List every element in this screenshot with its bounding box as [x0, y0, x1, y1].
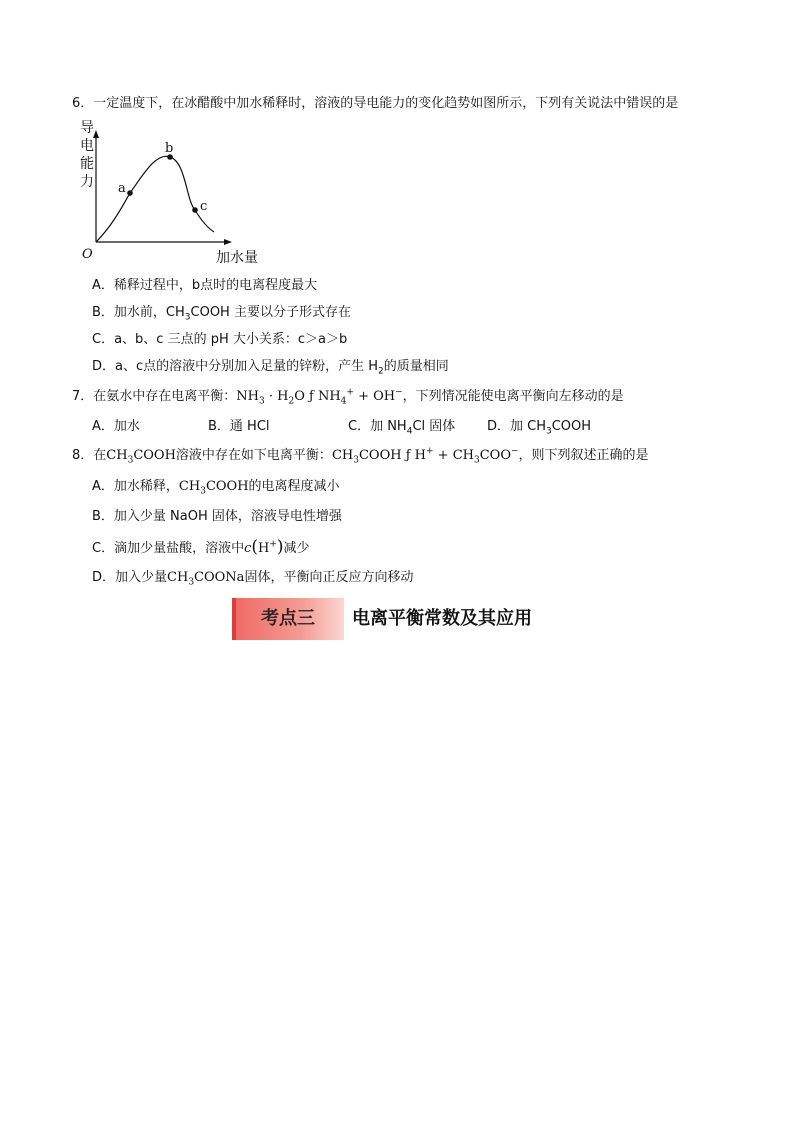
q6-d-post: 的质量相同: [383, 359, 449, 374]
chart-origin-label: O: [82, 247, 93, 262]
chart-point-c: [192, 207, 198, 213]
q8-eq-rhs-sub: 3: [474, 455, 480, 466]
chart-label-c: c: [200, 199, 208, 214]
q8-equation: [331, 446, 519, 466]
q8-option-b: B．加入少量 NaOH 固体，溶液导电性增强: [92, 509, 342, 524]
q8-acid: [106, 448, 176, 466]
q8-c-h: H: [258, 541, 270, 556]
q8-stem-mid: 溶液中存在如下电离平衡：: [175, 448, 332, 463]
q8-eq-plus: + CH: [433, 448, 474, 463]
q7-d-pre: D．加 CH: [487, 419, 546, 434]
q8-a-acid-pre: CH: [178, 479, 201, 494]
q8-eq-h: H: [414, 448, 426, 463]
q7-d-sub: 3: [546, 426, 552, 437]
q7-option-a: A．加水: [92, 419, 140, 434]
q8-c-expr: c(H+): [244, 537, 284, 557]
chart-ylabel-char-2: 电: [80, 138, 94, 154]
q8-eq-rhs-sup: −: [511, 446, 519, 457]
conductivity-chart: [68, 120, 268, 270]
q6-option-c: C．a、b、c 三点的 pH 大小关系：c＞a＞b: [92, 332, 348, 347]
q8-acid-pre: CH: [106, 448, 128, 463]
q8-c-sup: +: [269, 539, 277, 550]
q7-eq-nh4-sub: 4: [340, 396, 347, 407]
chart-xlabel: 加水量: [216, 250, 258, 266]
q8-a-acid-sub: 3: [200, 486, 206, 497]
q6-b-pre: B．加水前，CH: [92, 305, 185, 320]
section-banner: [232, 598, 572, 640]
chart-point-a: [127, 190, 133, 196]
q8-acid-sub: 3: [127, 455, 134, 466]
q8-d-post: 固体，平衡向正反应方向移动: [244, 570, 414, 585]
q6-b-post: COOH 主要以分子形式存在: [190, 305, 351, 320]
q6-option-d: [92, 357, 449, 377]
q8-c-pre: C．滴加少量盐酸，溶液中: [92, 541, 245, 556]
q8-a-pre: A．加水稀释，: [92, 479, 179, 494]
q7-eq-oh: + OH: [353, 389, 396, 404]
q7-stem-post: ，下列情况能使电离平衡向左移动的是: [402, 389, 624, 404]
q8-option-c: [92, 537, 310, 559]
q8-a-acid-post: COOH: [205, 479, 249, 494]
q7-eq-dot: · H: [264, 389, 289, 404]
chart-label-a: a: [118, 181, 126, 196]
q7-d-post: COOH: [551, 419, 592, 434]
q6-option-b: [92, 303, 351, 323]
q7-eq-nh4-sup: +: [346, 387, 354, 398]
q7-stem: [72, 387, 624, 407]
q8-option-d: [92, 568, 413, 588]
q7-eq-h-sub: 2: [288, 396, 295, 407]
q7-option-d: [487, 417, 591, 437]
q7-option-c: [348, 417, 455, 437]
q7-equation: [236, 387, 403, 407]
q7-c-post: Cl 固体: [412, 419, 456, 434]
q7-c-sub: 4: [406, 426, 413, 437]
q8-option-a: [92, 477, 340, 497]
q7-stem-pre: 7．在氨水中存在电离平衡：: [72, 389, 237, 404]
q8-a-post: 的电离程度减小: [248, 479, 340, 494]
q7-eq-o: O: [294, 389, 305, 404]
chart-curve: [96, 156, 214, 242]
q8-eq-lhs-sub: 3: [353, 455, 359, 466]
q6-b-sub: 3: [184, 312, 191, 323]
q8-d-salt-sub: 3: [188, 577, 195, 588]
q8-eq-rhs-post: COO: [479, 448, 511, 463]
q7-eq-arrow: ƒ: [304, 389, 318, 404]
q8-stem-pre: 8．在: [72, 448, 107, 463]
q7-option-b: B．通 HCl: [208, 419, 270, 434]
q6-d-sub: 2: [378, 366, 384, 377]
q7-eq-nh3: NH: [236, 389, 259, 404]
q8-d-salt-post: COONa: [194, 570, 245, 585]
chart-ylabel-char-1: 导: [80, 120, 94, 136]
q7-eq-nh4: NH: [317, 389, 341, 404]
q6-option-a: A．稀释过程中，b点时的电离程度最大: [92, 278, 318, 293]
section-title: 电离平衡常数及其应用: [352, 608, 532, 629]
q8-acid-post: COOH: [133, 448, 176, 463]
q8-c-post: 减少: [283, 541, 310, 556]
section-label: 考点三: [261, 608, 315, 629]
q8-stem: [72, 446, 649, 466]
q8-eq-arrow: ƒ: [401, 448, 415, 463]
q8-c-conc: c: [244, 541, 252, 556]
q8-a-acid: [178, 479, 249, 497]
q8-eq-h-sup: +: [426, 446, 434, 457]
q6-d-pre: D．a、c点的溶液中分别加入足量的锌粉，产生 H: [92, 359, 379, 374]
q7-eq-nh3-sub: 3: [259, 396, 265, 407]
q8-eq-lhs-pre: CH: [331, 448, 354, 463]
q8-eq-lhs-post: COOH: [358, 448, 402, 463]
chart-label-b: b: [165, 141, 174, 156]
q8-d-salt: [167, 570, 245, 588]
q7-eq-oh-sup: −: [395, 387, 403, 398]
chart-ylabel-char-3: 能: [80, 156, 94, 172]
q8-d-salt-pre: CH: [167, 570, 189, 585]
q6-stem: 6．一定温度下，在冰醋酸中加水稀释时，溶液的导电能力的变化趋势如图所示，下列有关说法中错误的是: [72, 96, 679, 111]
q7-c-pre: C．加 NH: [348, 419, 407, 434]
q8-d-pre: D．加入少量: [92, 570, 168, 585]
chart-x-arrow: [224, 239, 232, 245]
chart-ylabel-char-4: 力: [80, 174, 94, 190]
q8-stem-post: ，则下列叙述正确的是: [518, 448, 649, 463]
